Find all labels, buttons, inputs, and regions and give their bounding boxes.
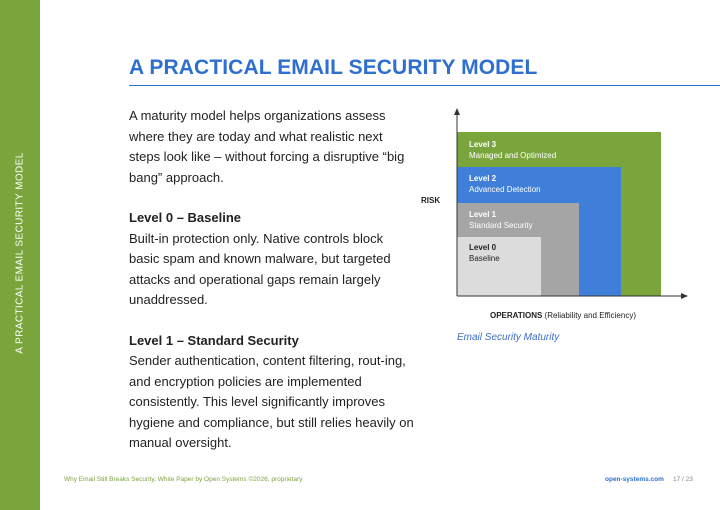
level-1-name: Standard Security <box>469 221 533 230</box>
y-axis-label: RISK <box>421 196 441 205</box>
intro-paragraph: A maturity model helps organizations assess where they are today and what realistic next steps look like – without forcing a disruptive “big bang” approach. <box>129 108 405 185</box>
sidebar-label: A PRACTICAL EMAIL SECURITY MODEL <box>14 152 26 354</box>
level-0-title: Level 0 <box>469 243 497 252</box>
figure-caption: Email Security Maturity <box>457 332 560 343</box>
x-axis-arrow-icon <box>681 293 688 299</box>
level-3-title: Level 3 <box>469 140 497 149</box>
footer-page-number: 17 / 23 <box>673 476 693 483</box>
level-2-title: Level 2 <box>469 174 497 183</box>
footer-document-info: Why Email Still Breaks Security, White Paper by Open Systems ©2026, proprietary <box>64 476 303 483</box>
x-axis-label-bold: OPERATIONS <box>490 311 543 320</box>
level-0-name: Baseline <box>469 254 500 263</box>
section-heading-level-1: Level 1 – Standard Security <box>129 332 299 348</box>
section-text-level-1: Sender authentication, content filtering, rout-ing, and encryption policies are implemented consistently. This level significantly improves hygiene and compliance, but still relies heavily on manual oversight. <box>129 353 414 450</box>
x-axis-label-rest: (Reliability and Efficiency) <box>542 311 636 320</box>
section-heading-level-0: Level 0 – Baseline <box>129 210 242 225</box>
footer-website-link[interactable]: open-systems.com <box>605 476 664 483</box>
level-2-name: Advanced Detection <box>469 185 541 194</box>
level-1-title: Level 1 <box>469 210 497 219</box>
level-3-name: Managed and Optimized <box>469 151 557 160</box>
y-axis-arrow-icon <box>454 108 460 115</box>
x-axis-label <box>490 311 636 320</box>
section-text-level-0: Built-in protection only. Native controls block basic spam and known malware, but targeted attacks and operational gaps remain largely unaddressed. <box>129 230 391 307</box>
page-title: A PRACTICAL EMAIL SECURITY MODEL <box>129 56 538 79</box>
